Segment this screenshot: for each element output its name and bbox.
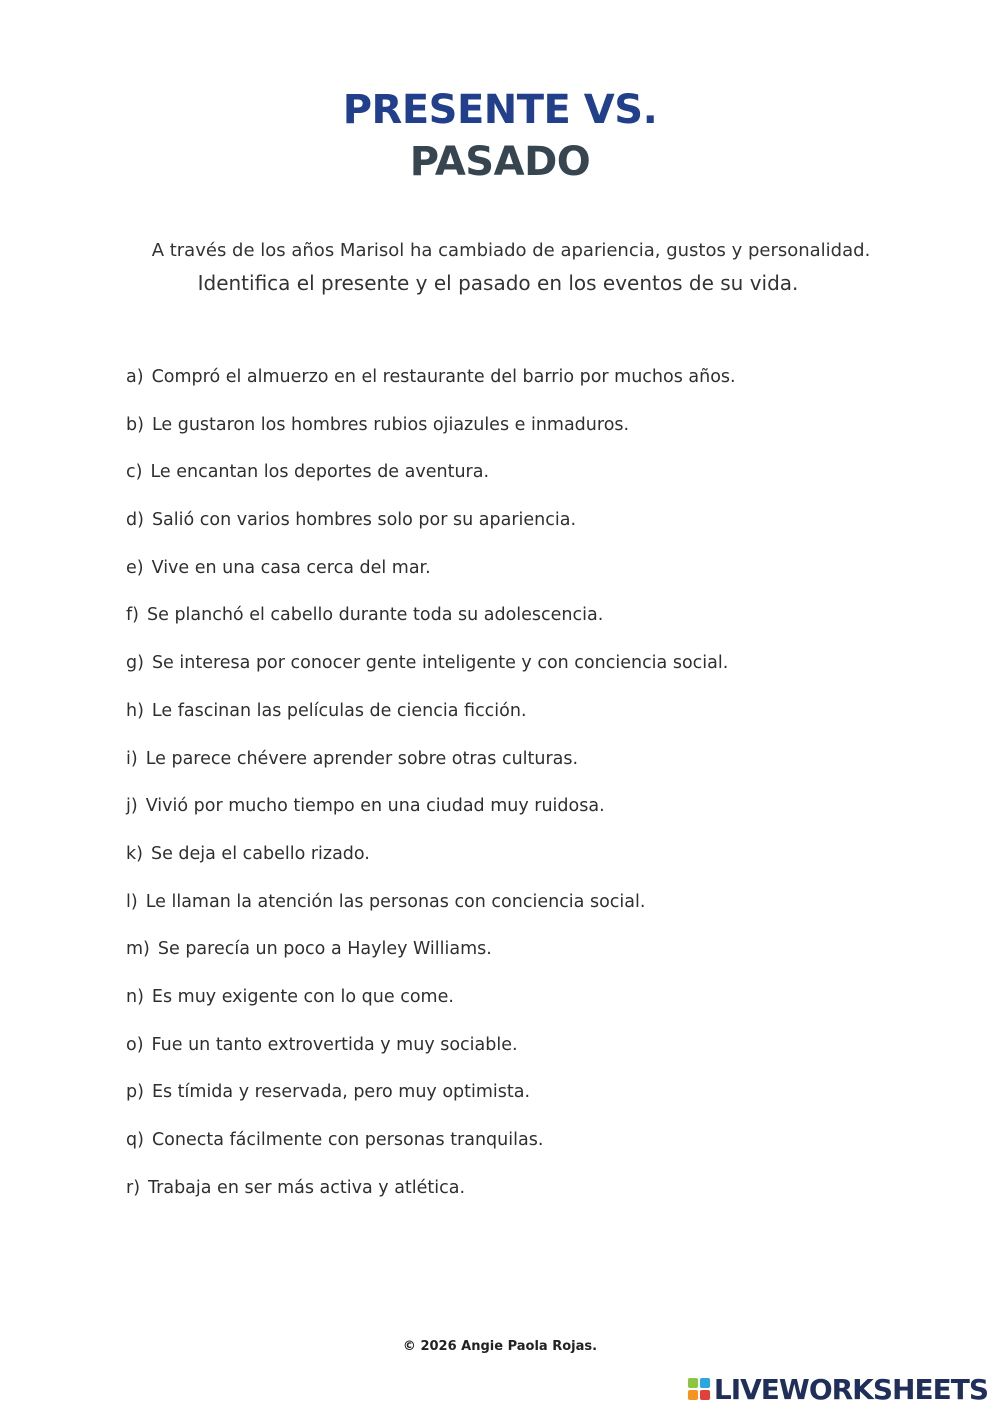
item-letter: h) [126,700,144,721]
item-letter: e) [126,557,144,578]
item-letter: r) [126,1177,141,1198]
list-item [126,603,736,651]
item-text: Es muy exigente con lo que come. [151,986,454,1007]
item-text: Conecta fácilmente con personas tranquilas. [151,1130,544,1150]
item-text: Le gustaron los hombres rubios ojiazules e inmaduros. [151,414,630,435]
copyright-text: © 2026 Angie Paola Rojas. [402,1339,598,1354]
list-item [126,985,736,1033]
item-text: Le parece chévere aprender sobre otras culturas. [145,748,579,769]
list-item [126,413,736,461]
item-letter: b) [126,414,144,435]
item-text: Se interesa por conocer gente inteligente y con conciencia social. [151,653,729,674]
intro-text-line1: A través de los años Marisol ha cambiado de apariencia, gustos y personalidad. [151,240,871,261]
item-text: Se deja el cabello rizado. [150,843,370,864]
item-text: Vivió por mucho tiempo en una ciudad muy ruidosa. [145,796,605,817]
liveworksheets-brand[interactable] [688,1372,988,1406]
list-item [126,794,736,842]
list-item [126,1128,736,1176]
list-item [126,699,736,747]
list-item [126,1080,736,1128]
page-title-line1: PRESENTE VS. [342,87,658,133]
page-title-line2: PASADO [409,139,591,185]
item-text: Le encantan los deportes de aventura. [150,462,490,483]
item-letter: o) [126,1034,144,1055]
item-text: Le llaman la atención las personas con conciencia social. [145,891,646,912]
item-letter: c) [126,462,143,483]
item-letter: a) [126,367,144,387]
list-item [126,1176,736,1224]
item-text: Se parecía un poco a Hayley Williams. [157,939,492,960]
item-letter: l) [126,891,138,912]
item-letter: g) [126,653,144,674]
item-text: Le fascinan las películas de ciencia ficción. [151,700,527,721]
item-letter: m) [126,939,150,960]
item-text: Compró el almuerzo en el restaurante del barrio por muchos años. [151,367,736,387]
item-letter: d) [126,510,144,531]
item-letter: f) [126,605,139,626]
list-item [126,365,736,413]
item-text: Salió con varios hombres solo por su apariencia. [151,510,577,531]
item-text: Es tímida y reservada, pero muy optimista. [151,1082,531,1103]
item-letter: n) [126,986,144,1007]
item-text: Vive en una casa cerca del mar. [151,557,431,578]
intro-text-line2: Identifica el presente y el pasado en los eventos de su vida. [197,271,799,295]
list-item [126,747,736,795]
list-item [126,1033,736,1081]
list-item [126,842,736,890]
item-text: Trabaja en ser más activa y atlética. [148,1177,466,1198]
sentence-list [126,365,736,1223]
list-item [126,508,736,556]
item-letter: q) [126,1130,144,1150]
brand-wordmark: LIVEWORKSHEETS [713,1372,988,1406]
item-letter: k) [126,843,143,864]
item-letter: p) [126,1082,144,1103]
list-item [126,937,736,985]
item-text: Fue un tanto extrovertida y muy sociable. [151,1034,518,1055]
item-letter: j) [126,796,138,817]
item-text: Se planchó el cabello durante toda su adolescencia. [147,605,604,626]
list-item [126,460,736,508]
list-item [126,890,736,938]
list-item [126,651,736,699]
liveworksheets-logo-icon [688,1378,710,1400]
list-item [126,556,736,604]
item-letter: i) [126,748,138,769]
